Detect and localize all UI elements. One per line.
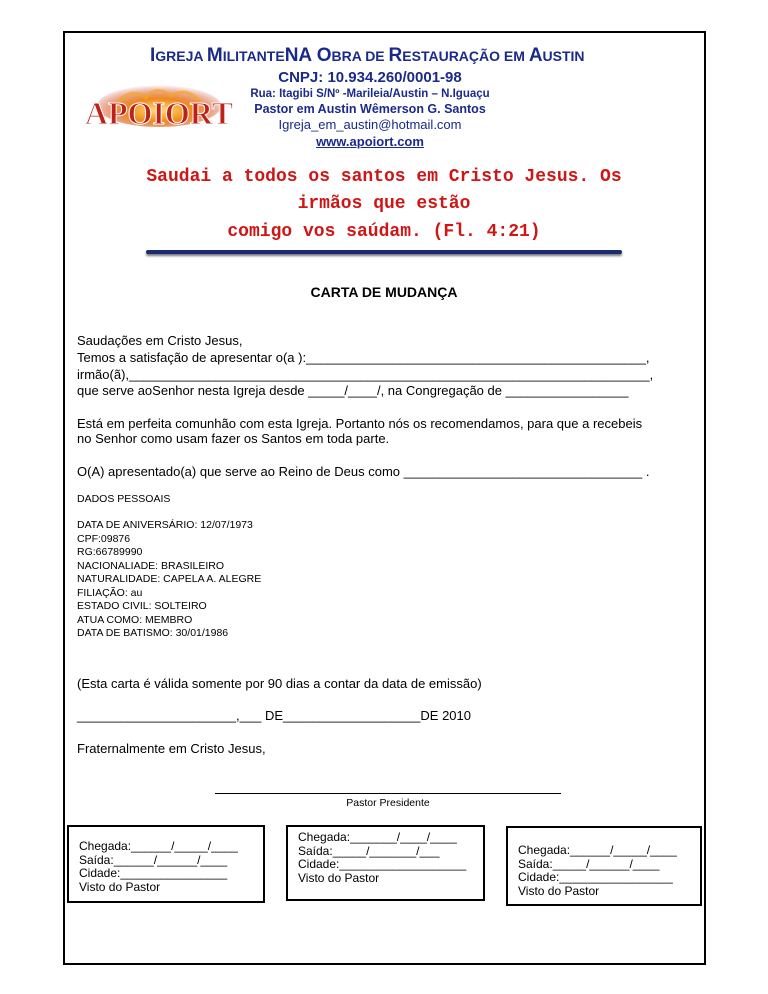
- personal-data-line: DATA DE ANIVERSÁRIO: 12/07/1973: [77, 519, 253, 531]
- closing: Fraternalmente em Cristo Jesus,: [77, 741, 266, 756]
- logo-text: APOIORT: [84, 95, 234, 131]
- apoiort-logo: [76, 84, 242, 136]
- address: Rua: Itagibi S/Nº -Marileia/Austin – N.Iguaçu: [250, 88, 490, 100]
- personal-data-line: NATURALIDADE: CAPELA A. ALEGRE: [77, 573, 262, 585]
- serve-line: que serve aoSenhor nesta Igreja desde _____/____/, na Congregação de _________________: [77, 383, 629, 398]
- letter-title: CARTA DE MUDANÇA: [310, 284, 458, 300]
- present-line: Temos a satisfação de apresentar o(a ):_______________________________________________,: [77, 350, 650, 365]
- personal-data-line: ESTADO CIVIL: SOLTEIRO: [77, 600, 207, 612]
- header-divider: [146, 250, 622, 254]
- email: Igreja_em_austin@hotmail.com: [278, 117, 462, 132]
- signature-label: Pastor Presidente: [346, 797, 430, 809]
- website-link[interactable]: www.apoiort.com: [316, 134, 424, 149]
- date-line: ______________________,___ DE___________________DE 2010: [77, 708, 471, 723]
- personal-data-line: ATUA COMO: MEMBRO: [77, 614, 193, 626]
- departure-field: Saída:_____/_______/___: [298, 843, 440, 858]
- brother-line: irmão(ã),________________________________________________________________________,: [77, 367, 654, 382]
- cnpj: CNPJ: 10.934.260/0001-98: [278, 69, 462, 86]
- personal-data-heading: DADOS PESSOAIS: [77, 493, 171, 505]
- personal-data-line: DATA DE BATISMO: 30/01/1986: [77, 627, 229, 639]
- transfer-box-2: [286, 825, 485, 901]
- departure-field: Saída:_____/______/____: [518, 856, 660, 871]
- personal-data-line: CPF:09876: [77, 533, 131, 545]
- visa-field: Visto do Pastor: [79, 879, 161, 894]
- greeting: Saudações em Cristo Jesus,: [77, 333, 243, 348]
- personal-data-line: FILIAÇÃO: au: [77, 587, 143, 599]
- arrival-field: Chegada:_______/____/____: [298, 830, 457, 844]
- personal-data-line: RG:66789990: [77, 546, 143, 558]
- visa-field: Visto do Pastor: [298, 870, 380, 885]
- presented-line: O(A) apresentado(a) que serve ao Reino de Deus como _________________________________ .: [77, 464, 650, 479]
- arrival-field: Chegada:______/_____/____: [79, 839, 238, 853]
- transfer-box-3: [506, 826, 702, 906]
- city-field: Cidade:___________________: [298, 857, 467, 871]
- verse-line-3: comigo vos saúdam. (Fl. 4:21): [227, 222, 541, 242]
- visa-field: Visto do Pastor: [518, 883, 600, 898]
- communion-line-1: Está em perfeita comunhão com esta Igreja. Portanto nós os recomendamos, para que a recebeis: [77, 416, 643, 431]
- verse-line-1: Saudai a todos os santos em Cristo Jesus. Os: [146, 167, 622, 187]
- verse-line-2: irmãos que estão: [297, 194, 471, 214]
- departure-field: Saída:______/______/____: [79, 852, 228, 867]
- pastor-line: Pastor em Austin Wêmerson G. Santos: [254, 102, 486, 116]
- arrival-field: Chegada:______/_____/____: [518, 843, 677, 857]
- church-name: IGREJA MILITANTENA OBRA DE RESTAURAÇÃO EM AUSTIN: [150, 45, 585, 66]
- city-field: Cidade:_________________: [518, 870, 673, 884]
- communion-line-2: no Senhor como usam fazer os Santos em toda parte.: [77, 431, 390, 446]
- personal-data-line: NACIONALIADE: BRASILEIRO: [77, 560, 225, 572]
- city-field: Cidade:________________: [79, 866, 228, 880]
- transfer-box-1: [67, 825, 265, 903]
- validity-note: (Esta carta é válida somente por 90 dias a contar da data de emissão): [77, 676, 482, 691]
- signature-line: [215, 793, 561, 794]
